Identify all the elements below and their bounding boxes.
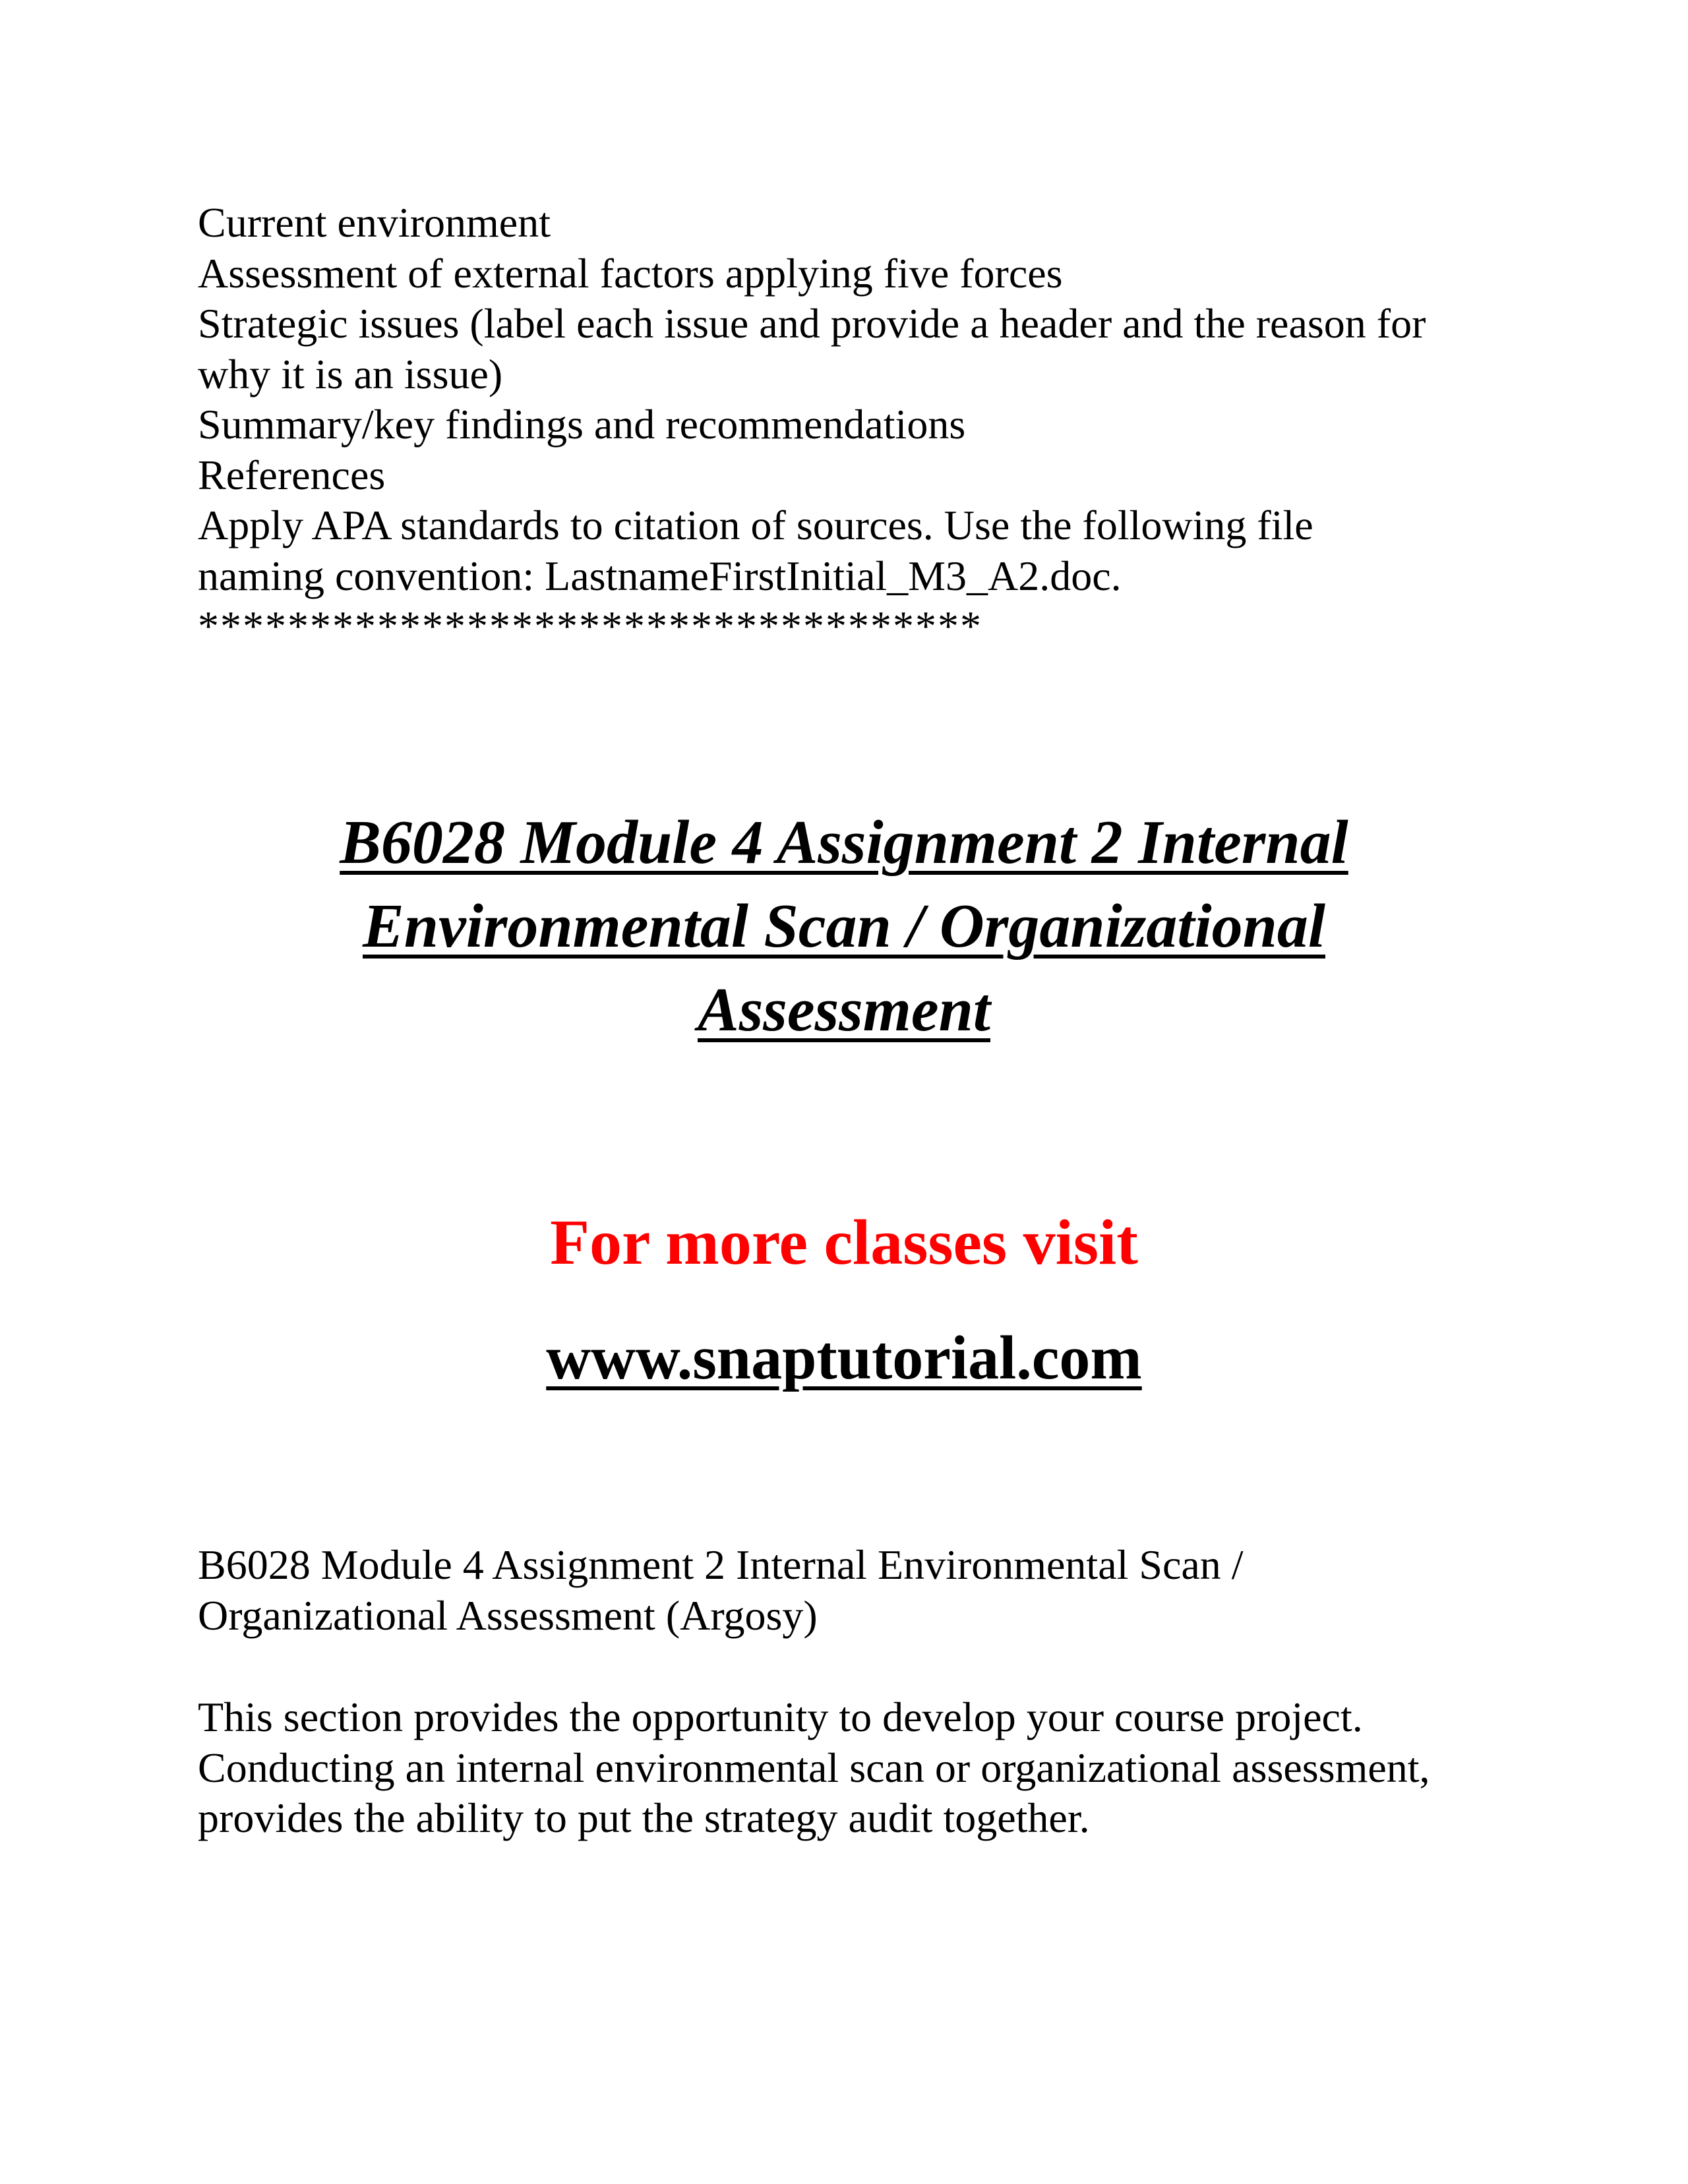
paragraph-line: provides the ability to put the strategy audit together. [198, 1794, 1090, 1841]
title-line: Environmental Scan / Organizational [363, 892, 1325, 960]
assignment-title-line: Organizational Assessment (Argosy) [198, 1591, 818, 1639]
list-item: why it is an issue) [198, 350, 503, 398]
page-title [0, 801, 1688, 1052]
description-paragraph [198, 1692, 1517, 1844]
assignment-title [198, 1540, 1517, 1641]
list-item: Apply APA standards to citation of sources. Use the following file [198, 502, 1313, 548]
site-link-container [0, 1318, 1688, 1398]
paragraph-line: This section provides the opportunity to develop your course project. [198, 1694, 1363, 1740]
paragraph-line: Conducting an internal environmental scan or organizational assessment, [198, 1744, 1430, 1791]
title-line: B6028 Module 4 Assignment 2 Internal [340, 808, 1348, 877]
requirements-list [198, 198, 1517, 652]
list-item: Current environment [198, 199, 551, 246]
list-item: naming convention: LastnameFirstInitial_M3_A2.doc. [198, 552, 1122, 599]
list-item: References [198, 451, 386, 498]
list-item: Strategic issues (label each issue and provide a header and the reason for [198, 300, 1426, 347]
assignment-title-line: B6028 Module 4 Assignment 2 Internal Environmental Scan / [198, 1541, 1244, 1588]
separator-asterisks: *********************************** [198, 603, 982, 649]
list-item: Summary/key findings and recommendations [198, 401, 966, 448]
site-link[interactable]: www.snaptutorial.com [546, 1324, 1142, 1392]
list-item: Assessment of external factors applying five forces [198, 249, 1063, 297]
promo-text: For more classes visit [550, 1207, 1138, 1278]
title-line: Assessment [698, 976, 990, 1044]
